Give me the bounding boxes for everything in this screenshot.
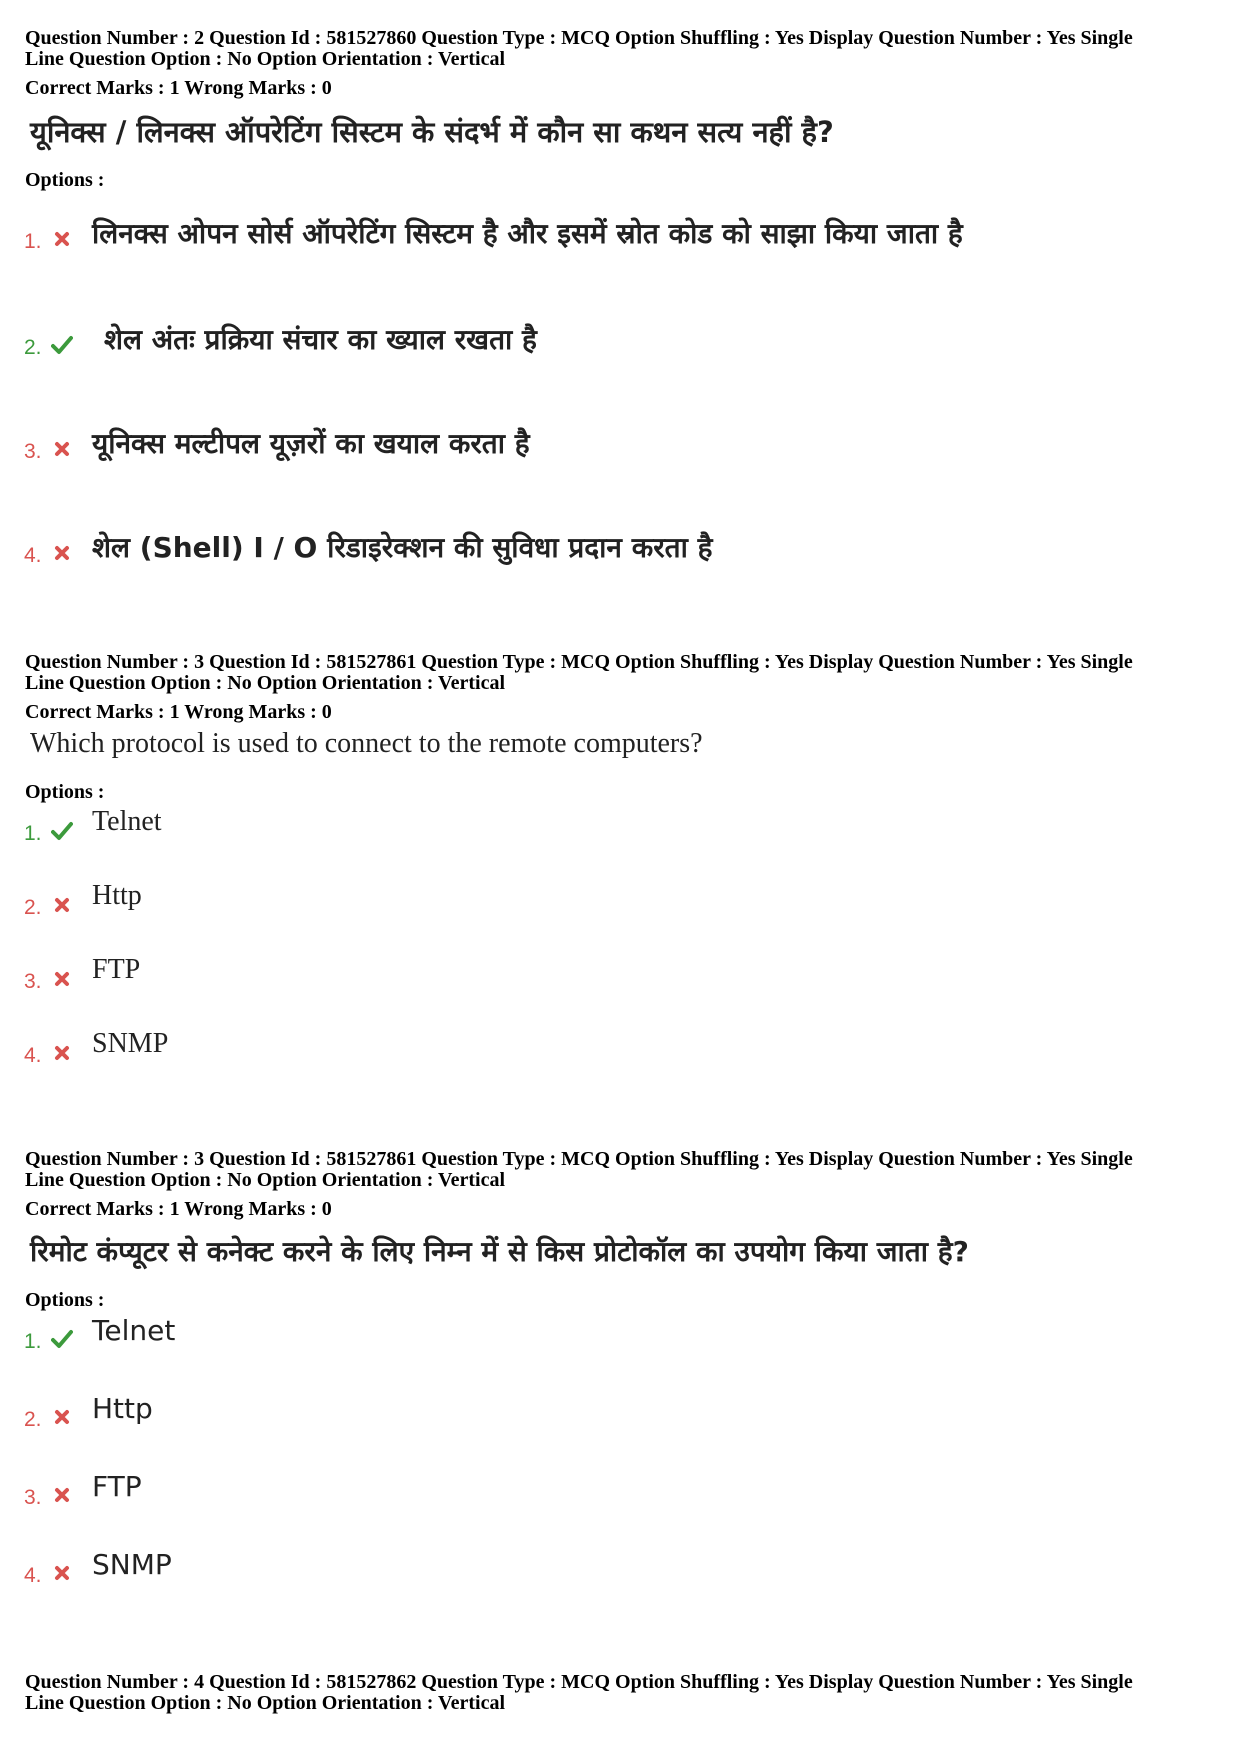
option-number: 4. [24,1044,42,1067]
question-text: यूनिक्स / लिनक्स ऑपरेटिंग सिस्टम के संदर्भ में कौन सा कथन सत्य नहीं है? [30,115,834,149]
marks-line: Correct Marks : 1 Wrong Marks : 0 [25,701,332,723]
cross-icon [51,1562,73,1584]
option-item [24,424,1214,464]
marks-line: Correct Marks : 1 Wrong Marks : 0 [25,77,332,99]
option-number: 1. [24,1330,42,1353]
option-item [24,1470,1214,1510]
option-text: शेल (Shell) I / O रिडाइरेक्शन की सुविधा प्रदान करता है [92,531,713,564]
question-text: रिमोट कंप्यूटर से कनेक्ट करने के लिए निम्न में से किस प्रोटोकॉल का उपयोग किया जाता है? [30,1235,969,1268]
option-text: Http [92,1392,153,1425]
check-icon [51,1328,73,1350]
cross-icon [51,1042,73,1064]
option-number: 1. [24,822,42,845]
options-label: Options : [25,781,105,803]
question-meta-line1: Question Number : 3 Question Id : 581527861 Question Type : MCQ Option Shuffling : Yes Display Question Number : Yes Single [25,651,1133,673]
option-item [24,954,1214,994]
option-item [24,320,1214,360]
question-meta-line1: Question Number : 4 Question Id : 581527862 Question Type : MCQ Option Shuffling : Yes Display Question Number : Yes Single [25,1671,1133,1693]
cross-icon [51,894,73,916]
option-item [24,1314,1214,1354]
option-text: FTP [92,954,141,985]
option-text: SNMP [92,1028,169,1059]
cross-icon [51,542,73,564]
option-text: Telnet [92,1314,176,1347]
cross-icon [51,1484,73,1506]
option-number: 3. [24,440,42,463]
option-number: 2. [24,1408,42,1431]
check-icon [51,334,73,356]
option-item [24,1028,1214,1068]
question-meta-line2: Line Question Option : No Option Orientation : Vertical [25,1169,506,1191]
question-meta-line2: Line Question Option : No Option Orientation : Vertical [25,48,506,70]
option-text: Telnet [92,806,162,837]
option-item [24,214,1214,254]
cross-icon [51,228,73,250]
cross-icon [51,438,73,460]
cross-icon [51,968,73,990]
option-number: 3. [24,970,42,993]
option-number: 4. [24,544,42,567]
option-number: 2. [24,896,42,919]
option-item [24,1392,1214,1432]
question-meta [25,652,1215,694]
option-text: FTP [92,1470,142,1503]
check-icon [51,820,73,842]
options-label: Options : [25,1289,105,1311]
option-number: 2. [24,336,42,359]
question-meta [25,28,1215,70]
options-label: Options : [25,169,105,191]
option-item [24,806,1214,846]
option-text: लिनक्स ओपन सोर्स ऑपरेटिंग सिस्टम है और इसमें स्रोत कोड को साझा किया जाता है [92,217,963,250]
option-text: SNMP [92,1548,172,1581]
option-item [24,880,1214,920]
question-meta [25,1149,1215,1191]
option-text: शेल अंतः प्रक्रिया संचार का ख्याल रखता है [104,323,537,356]
question-meta-line2: Line Question Option : No Option Orientation : Vertical [25,1692,506,1714]
option-text: Http [92,880,142,911]
question-meta-line1: Question Number : 2 Question Id : 581527860 Question Type : MCQ Option Shuffling : Yes Display Question Number : Yes Single [25,27,1133,49]
option-number: 1. [24,230,42,253]
option-text: यूनिक्स मल्टीपल यूज़रों का खयाल करता है [92,427,530,460]
marks-line: Correct Marks : 1 Wrong Marks : 0 [25,1198,332,1220]
question-meta [25,1672,1215,1714]
question-meta-line1: Question Number : 3 Question Id : 581527861 Question Type : MCQ Option Shuffling : Yes Display Question Number : Yes Single [25,1148,1133,1170]
question-meta-line2: Line Question Option : No Option Orientation : Vertical [25,672,506,694]
option-item [24,1548,1214,1588]
option-number: 4. [24,1564,42,1587]
option-item [24,528,1214,568]
option-number: 3. [24,1486,42,1509]
cross-icon [51,1406,73,1428]
question-text: Which protocol is used to connect to the remote computers? [30,728,703,759]
